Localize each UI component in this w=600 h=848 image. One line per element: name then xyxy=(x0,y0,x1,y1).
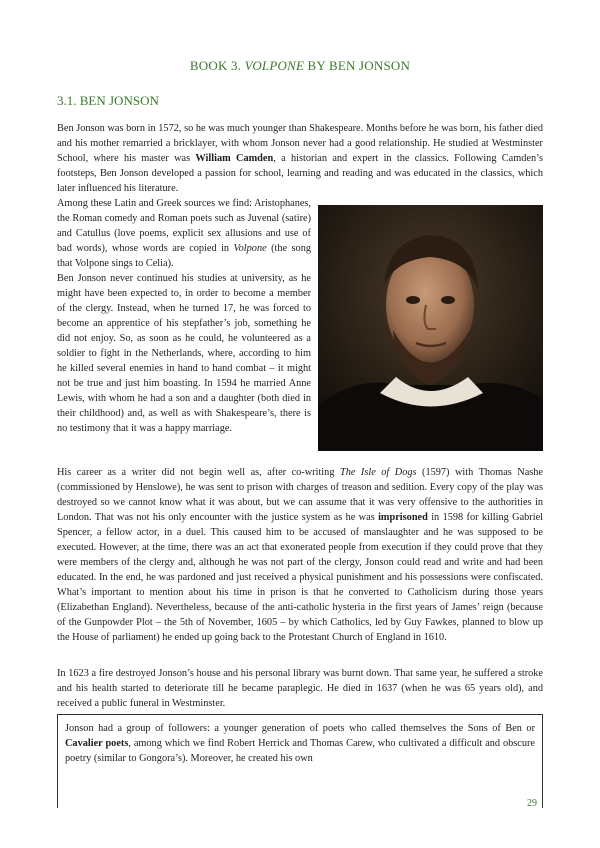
p4-text: In 1623 a fire destroyed Jonson’s house and his personal library was burnt down. That same year, he suffered a stroke and his health started to deteriorate till he became paraplegic. He died in 1637 (when he was 65 years old), and received a public funeral in Westminster. xyxy=(57,668,543,709)
ben-jonson-portrait xyxy=(318,205,543,451)
p3-italic-isle-of-dogs: The Isle of Dogs xyxy=(339,467,417,478)
p3-text-a: His career as a writer did not begin well as, after co-writing xyxy=(57,467,340,478)
paragraph-later-life xyxy=(57,666,543,711)
paragraph-sources xyxy=(57,196,311,271)
p1-bold-camden: William Camden xyxy=(195,153,274,164)
page-number: 29 xyxy=(527,798,537,809)
book-title-work: VOLPONE xyxy=(244,58,305,73)
section-heading: 3.1. BEN JONSON xyxy=(57,93,159,108)
book-title-suffix: BY BEN JONSON xyxy=(304,58,411,73)
box-text-b: , among which we find Robert Herrick and Thomas Carew, who cultivated a difficult and obscure poetry (similar to Gongora’s). Moreover, he created his own xyxy=(65,738,535,764)
p3-text-b: (1597) with Thomas Nashe (commissioned by Henslowe), he was sent to prison with charges of treason and sedition. Every copy of the play was destroyed so we cannot know what it was about, but we can assume that it was very offensive to the authorities in London. That was not his only encounter with the justice system as he was xyxy=(57,467,543,523)
p1c-text-b: (the song that Volpone sings to Celia). xyxy=(57,243,311,269)
p3-text-c: in 1598 for killing Gabriel Spencer, a fellow actor, in a duel. This caused him to be accused of manslaughter and he was supposed to be executed. However, at the time, there was an act that exonerated people from execution if they could prove that they were members of the clergy and, although he was not part of the clergy, Jonson could read and write and had been educated. In the end, he was pardoned and just received a physical punishment and his possessions were confiscated. What’s important to mention about his time in prison is that he converted to Catholicism during those years (Elizabethan England). Nevertheless, because of the anti-catholic hysteria in the first years of James’ reign (because of the Gunpowder Plot – the 5th of November, 1605 – by which Catholics, led by Guy Fawkes, planned to blow up the House of parliament) he ended up going back to the Protestant Church of England in 1610. xyxy=(57,512,544,643)
p1c-text-a: Among these Latin and Greek sources we find: Aristophanes, the Roman comedy and Roman poets such as Juvenal (satire) and Catullus (love poems, explicit sex allusions and use of bad words), whose words are copied in xyxy=(57,198,311,254)
paragraph-career xyxy=(57,465,543,645)
box-text-a: Jonson had a group of followers: a younger generation of poets who called themselves the Sons of Ben or xyxy=(65,723,535,734)
followers-box xyxy=(57,714,543,808)
p1-text-a: Ben Jonson was born in 1572, so he was much younger than Shakespeare. Months before he was born, his father died and his mother remarried a bricklayer, with whom Jonson never had a good relationship. He studied at Westminster School, where his master was xyxy=(57,123,543,164)
book-title xyxy=(0,58,600,74)
paragraph-birth xyxy=(57,121,543,196)
p1c-italic-volpone: Volpone xyxy=(233,243,267,254)
paragraph-youth xyxy=(57,271,311,436)
p2-text: Ben Jonson never continued his studies at university, as he might have been expected to, in order to become a member of the clergy. Instead, when he turned 17, he was forced to become an apprentice of his stepfather’s job, something he did not enjoy. So, as soon as he could, he volunteered as a soldier to fight in the Netherlands, where, according to him he killed several enemies in hand to hand combat – it might not be true and just him boasting. In 1594 he married Anne Lewis, with whom he had a son and a daughter (both died in their childhood) and, as well as with Shakespeare’s, there is no testimony that it was a happy marriage. xyxy=(57,273,311,434)
book-title-prefix: BOOK 3. xyxy=(189,58,245,73)
box-bold-cavalier-poets: Cavalier poets xyxy=(65,738,129,749)
p1-text-b: , a historian and expert in the classics. Following Camden’s footsteps, Ben Jonson developed a passion for school, learning and reading and was educated in the classics, which later influenced his literature. xyxy=(57,153,543,194)
p3-bold-imprisoned: imprisoned xyxy=(378,512,428,523)
